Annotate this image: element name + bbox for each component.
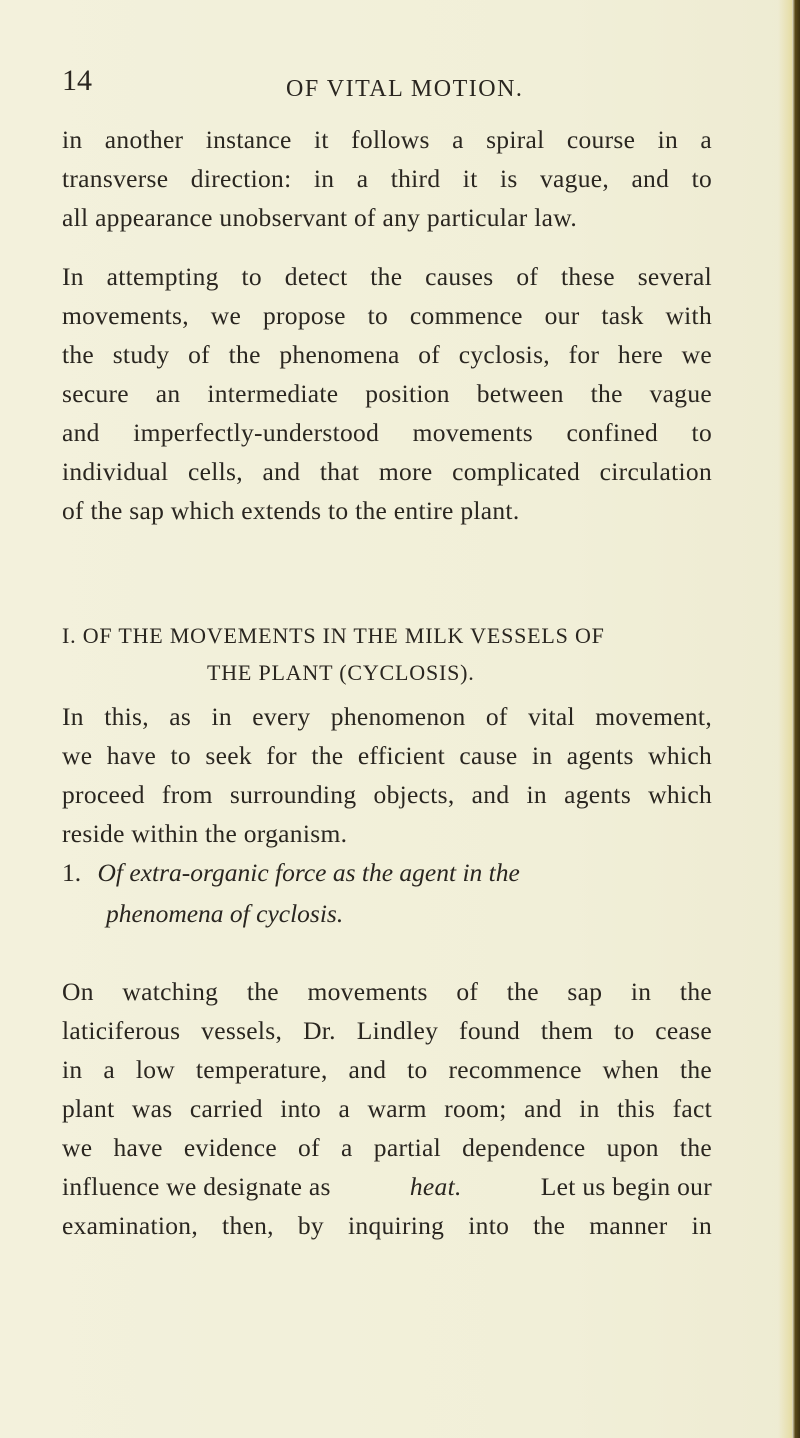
text-line: we have to seek for the efficient cause in agents which (62, 741, 712, 770)
text-line: of the sap which extends to the entire plant. (62, 496, 520, 525)
page-edge-shadow (778, 0, 792, 1438)
text-line: movements, we propose to commence our task with (62, 301, 712, 330)
text-line: laticiferous vessels, Dr. Lindley found them to cease (62, 1016, 712, 1045)
text-line: reside within the organism. (62, 819, 348, 848)
text-line: in a low temperature, and to recommence when the (62, 1055, 712, 1084)
text-line: proceed from surrounding objects, and in agents which (62, 780, 712, 809)
sub-heading (62, 852, 712, 934)
section-heading-line: I. OF THE MOVEMENTS IN THE MILK VESSELS OF (62, 623, 605, 648)
paragraph-1 (62, 120, 712, 237)
text-fragment: Let us begin our (540, 1172, 712, 1201)
page-number: 14 (62, 64, 92, 97)
emphasis-heat: heat. (409, 1172, 462, 1201)
text-line: examination, then, by inquiring into the manner in (62, 1211, 712, 1240)
paragraph-2 (62, 257, 712, 530)
text-line: in another instance it follows a spiral course in a (62, 125, 712, 154)
sub-heading-text: Of extra-organic force as the agent in the (97, 858, 520, 887)
sub-heading-number: 1. (62, 858, 82, 887)
text-line: On watching the movements of the sap in the (62, 977, 712, 1006)
page-edge (792, 0, 800, 1438)
sub-heading-line: phenomena of cyclosis. (106, 899, 344, 928)
text-line: and imperfectly-understood movements confined to (62, 418, 712, 447)
running-title: OF VITAL MOTION. (286, 76, 524, 102)
text-line (62, 1167, 712, 1206)
text-line: In attempting to detect the causes of these several (62, 262, 712, 291)
text-fragment: influence we designate as (62, 1172, 331, 1201)
text-line: all appearance unobservant of any particular law. (62, 203, 578, 232)
sub-heading-line (62, 852, 712, 893)
paragraph-4 (62, 972, 712, 1245)
page-header (0, 66, 800, 106)
text-line: individual cells, and that more complicated circulation (62, 457, 712, 486)
text-line: we have evidence of a partial dependence upon the (62, 1133, 712, 1162)
section-heading (62, 617, 712, 691)
paragraph-3 (62, 697, 712, 853)
text-line: secure an intermediate position between the vague (62, 379, 712, 408)
text-line: transverse direction: in a third it is vague, and to (62, 164, 712, 193)
text-line: the study of the phenomena of cyclosis, for here we (62, 340, 712, 369)
text-line: plant was carried into a warm room; and in this fact (62, 1094, 712, 1123)
section-heading-line: THE PLANT (CYCLOSIS). (207, 660, 475, 685)
text-line: In this, as in every phenomenon of vital movement, (62, 702, 712, 731)
